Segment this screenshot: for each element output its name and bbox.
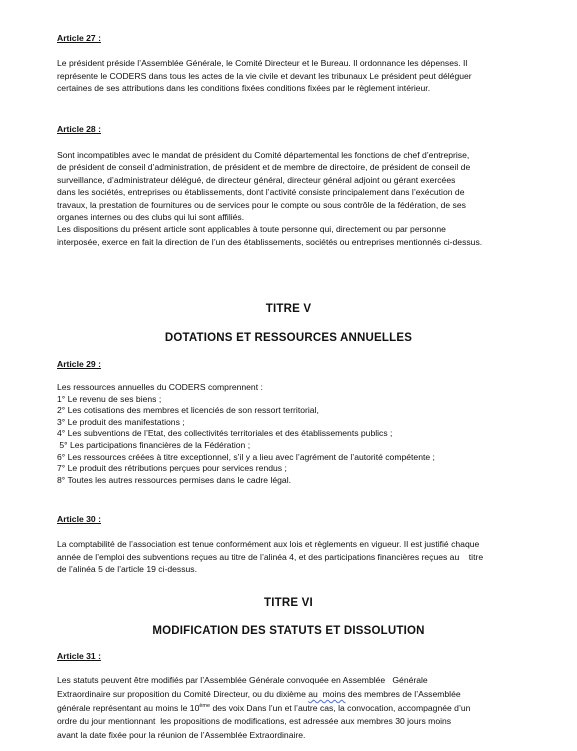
resource-item: 3° Le produit des manifestations ; [57,416,185,427]
spellcheck-marked-text: au moins [308,688,346,699]
article-28-line: dans les sociétés, entreprises ou établissements, dont l’activité consiste principalement dans l’exécution de [57,187,465,198]
resource-item: 7° Le produit des rétributions perçues pour services rendus ; [57,463,287,474]
article-30-heading: Article 30 : [57,514,101,524]
article-29-intro: Les ressources annuelles du CODERS comprennent : [57,382,263,392]
titre-5-title: TITRE V [265,303,312,315]
superscript-text: ème [199,702,211,709]
article-27-line: Le président préside l’Assemblée Générale, le Comité Directeur et le Bureau. Il ordonnance les dépenses. Il [57,58,468,68]
article-27-text [57,57,542,95]
article-31-text-part: des voix Dans l’un et l’autre cas, la convocation, accompagnée d’un [210,702,471,713]
article-28-text [57,149,542,248]
article-28-heading: Article 28 : [57,124,101,134]
article-27-line: représente le CODERS dans tous les actes de la vie civile et devant les tribunaux Le président peut déléguer [57,70,472,81]
article-30-text [57,538,542,576]
article-30-line: de l’alinéa 5 de l’article 19 ci-dessus. [57,564,197,575]
article-30-line: année de l’emploi des subventions reçues au titre de l’alinéa 4, et des participations financières reçues au titre [57,551,484,562]
article-28-line: travaux, la prestation de fournitures ou de services pour le compte ou sous contrôle de la fédération, de ses [57,199,466,210]
article-31-text-part: générale représentant au moins le 10 [57,702,200,713]
article-27-heading: Article 27 : [57,33,101,43]
article-27-line: certaines de ses attributions dans les conditions fixées conditions fixées par le règlement intérieur. [57,83,431,93]
titre-6-subtitle: MODIFICATION DES STATUTS ET DISSOLUTION [152,625,425,637]
resource-item: 2° Les cotisations des membres et licenciés de son ressort territorial, [57,405,319,416]
article-31-line: avant la date fixée pour la réunion de l’Assemblée Extraordinaire. [57,730,306,741]
titre-6-title: TITRE VI [264,597,313,609]
resource-item: 4° Les subventions de l’Etat, des collectivités territoriales et des établissements publics ; [57,428,393,439]
article-28-line: organes internes ou des clubs qui lui sont affiliés. [57,212,245,223]
article-29-heading: Article 29 : [57,359,101,369]
article-28-line: interposée, exerce en fait la direction de l’un des établissements, sociétés ou entreprises mentionnés ci-dessus. [57,236,483,247]
resource-item: 6° Les ressources créées à titre exceptionnel, s’il y a lieu avec l’agrément de l’autorité compétente ; [57,451,435,462]
resource-item: 1° Le revenu de ses biens ; [57,393,162,404]
article-28-line: de président de conseil d’administration, de président et de membre de directoire, de président de conseil de [57,162,471,173]
resource-item: 5° Les participations financières de la Fédération ; [57,439,251,450]
resource-item: 8° Toutes les autres ressources permises dans le cadre légal. [57,474,291,485]
titre-5-subtitle: DOTATIONS ET RESSOURCES ANNUELLES [164,332,413,344]
article-31-text-part: Extraordinaire sur proposition du Comité Directeur, ou du dixième [57,688,309,699]
article-31-line: Les statuts peuvent être modifiés par l’Assemblée Générale convoquée en Assemblée Générale [57,675,428,685]
article-28-line: Sont incompatibles avec le mandat de président du Comité départemental les fonctions de chef d’entreprise, [57,150,470,160]
article-31-text [57,674,542,743]
article-31-line: ordre du jour mentionnant les propositions de modifications, est adressée aux membres 30 jours moins [57,716,452,727]
article-31-line [57,688,542,702]
article-31-text-part: des membres de l’Assemblée [345,688,461,699]
article-28-line: surveillance, d’administrateur délégué, de directeur général, directeur général adjoint ou gérant exercées [57,174,456,185]
article-31-heading: Article 31 : [57,651,101,661]
article-30-line: La comptabilité de l’association est tenue conformément aux lois et règlements en vigueur. Il est justifié chaque [57,539,480,549]
article-31-line [57,702,542,716]
article-29-list [57,382,542,486]
article-28-line: Les dispositions du présent article sont applicables à toute personne qui, directement ou par personne [57,224,446,235]
